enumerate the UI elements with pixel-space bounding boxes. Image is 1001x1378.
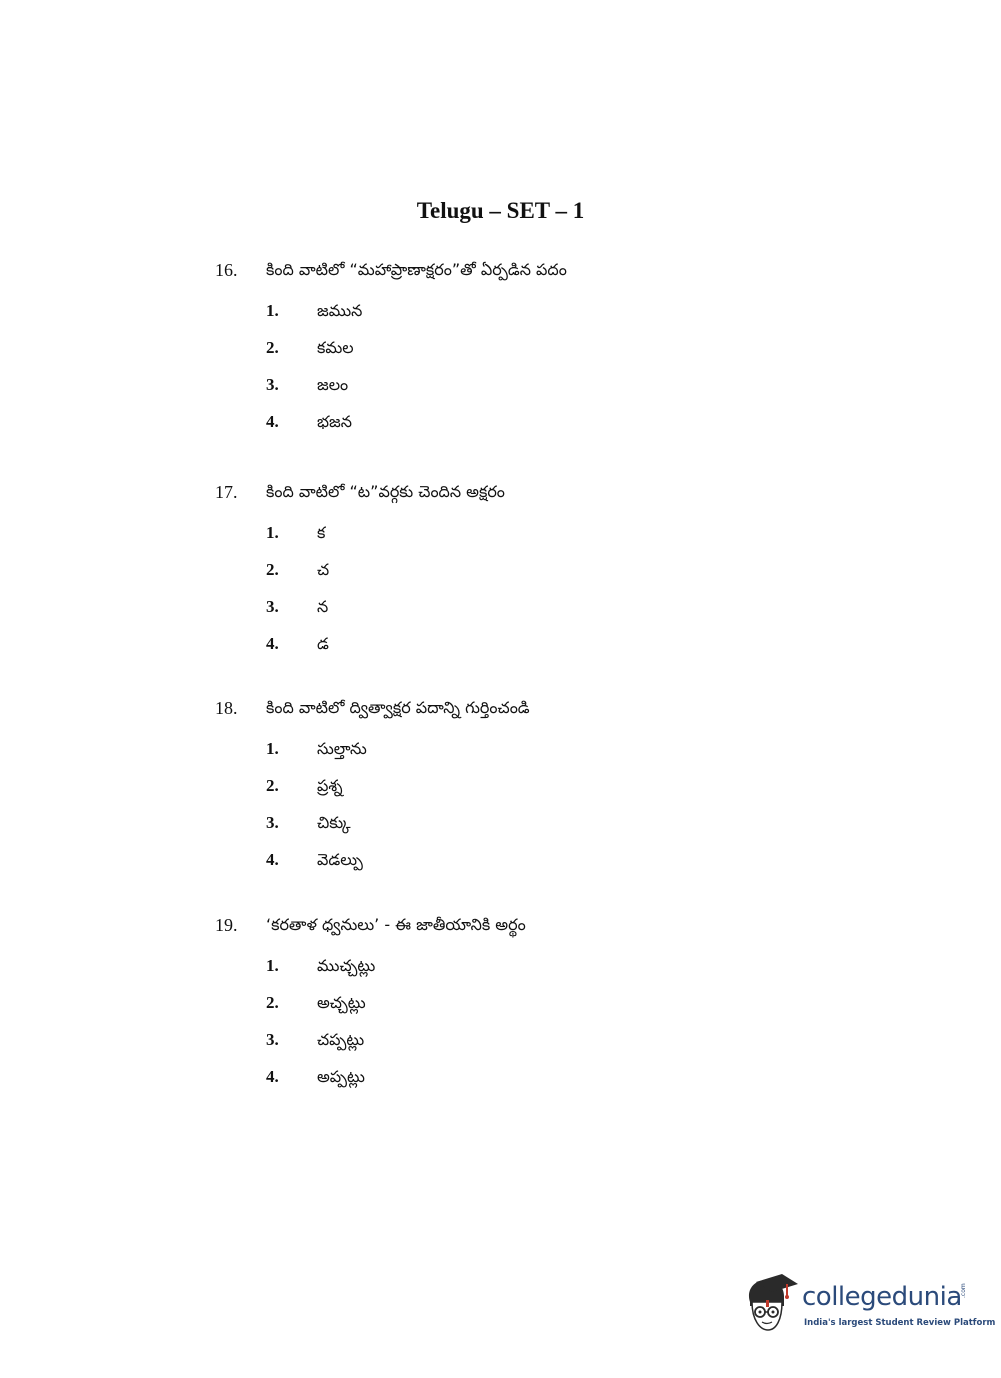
option-number: 4.: [266, 634, 279, 653]
option-1: [0, 298, 1001, 324]
option-number: 4.: [266, 412, 279, 431]
option-text: జలం: [317, 375, 349, 394]
option-text: చప్పట్లు: [317, 1030, 365, 1049]
option-4: [0, 1064, 1001, 1090]
option-number: 1.: [266, 739, 279, 758]
option-number: 1.: [266, 956, 279, 975]
option-text: ముచ్చట్లు: [317, 956, 376, 975]
option-number: 1.: [266, 523, 279, 542]
logo-tagline: India's largest Student Review Platform: [804, 1318, 996, 1328]
option-1: [0, 953, 1001, 979]
option-text: అచ్చట్లు: [317, 993, 366, 1012]
option-3: [0, 594, 1001, 620]
option-1: [0, 736, 1001, 762]
option-2: [0, 335, 1001, 361]
option-number: 3.: [266, 375, 279, 394]
collegedunia-logo: [742, 1272, 996, 1344]
option-3: [0, 372, 1001, 398]
option-2: [0, 990, 1001, 1016]
question-text: ‘కరతాళ ధ్వనులు’ - ఈ జాతీయానికి అర్థం: [266, 915, 526, 934]
question-number: 18.: [215, 698, 238, 718]
option-4: [0, 631, 1001, 657]
question-number: 17.: [215, 482, 238, 502]
option-text: వెడల్పు: [317, 850, 363, 869]
student-mascot-icon: [742, 1272, 798, 1340]
option-text: సుల్తాను: [317, 739, 367, 758]
option-number: 3.: [266, 1030, 279, 1049]
option-text: చ: [317, 560, 330, 579]
question-text: కింది వాటిలో “ట”వర్గకు చెందిన అక్షరం: [266, 482, 505, 501]
option-number: 4.: [266, 850, 279, 869]
page-title: Telugu – SET – 1: [416, 198, 585, 223]
option-text: కమల: [317, 338, 354, 357]
option-text: అప్పట్లు: [317, 1067, 365, 1086]
option-2: [0, 773, 1001, 799]
option-number: 3.: [266, 813, 279, 832]
option-number: 3.: [266, 597, 279, 616]
question-text: కింది వాటిలో “మహాప్రాణాక్షరం”తో ఏర్పడిన పదం: [266, 260, 567, 279]
option-text: చిక్కు: [317, 813, 351, 832]
option-text: భజన: [317, 412, 352, 431]
option-4: [0, 409, 1001, 435]
option-text: క: [317, 523, 326, 542]
logo-brand-text: collegedunia: [802, 1282, 962, 1312]
option-number: 2.: [266, 993, 279, 1012]
option-4: [0, 847, 1001, 873]
question-number: 16.: [215, 260, 238, 280]
option-number: 1.: [266, 301, 279, 320]
option-text: ప్రశ్న: [317, 776, 343, 795]
option-1: [0, 520, 1001, 546]
option-text: డ: [317, 634, 329, 653]
option-text: జమున: [317, 301, 363, 320]
option-3: [0, 810, 1001, 836]
option-text: న: [317, 597, 329, 616]
question-number: 19.: [215, 915, 238, 935]
option-3: [0, 1027, 1001, 1053]
question-text: కింది వాటిలో ద్విత్వాక్షర పదాన్ని గుర్తించండి: [266, 698, 530, 717]
option-number: 2.: [266, 338, 279, 357]
option-number: 4.: [266, 1067, 279, 1086]
option-number: 2.: [266, 776, 279, 795]
option-number: 2.: [266, 560, 279, 579]
option-2: [0, 557, 1001, 583]
logo-dotcom-text: .com: [960, 1283, 967, 1298]
